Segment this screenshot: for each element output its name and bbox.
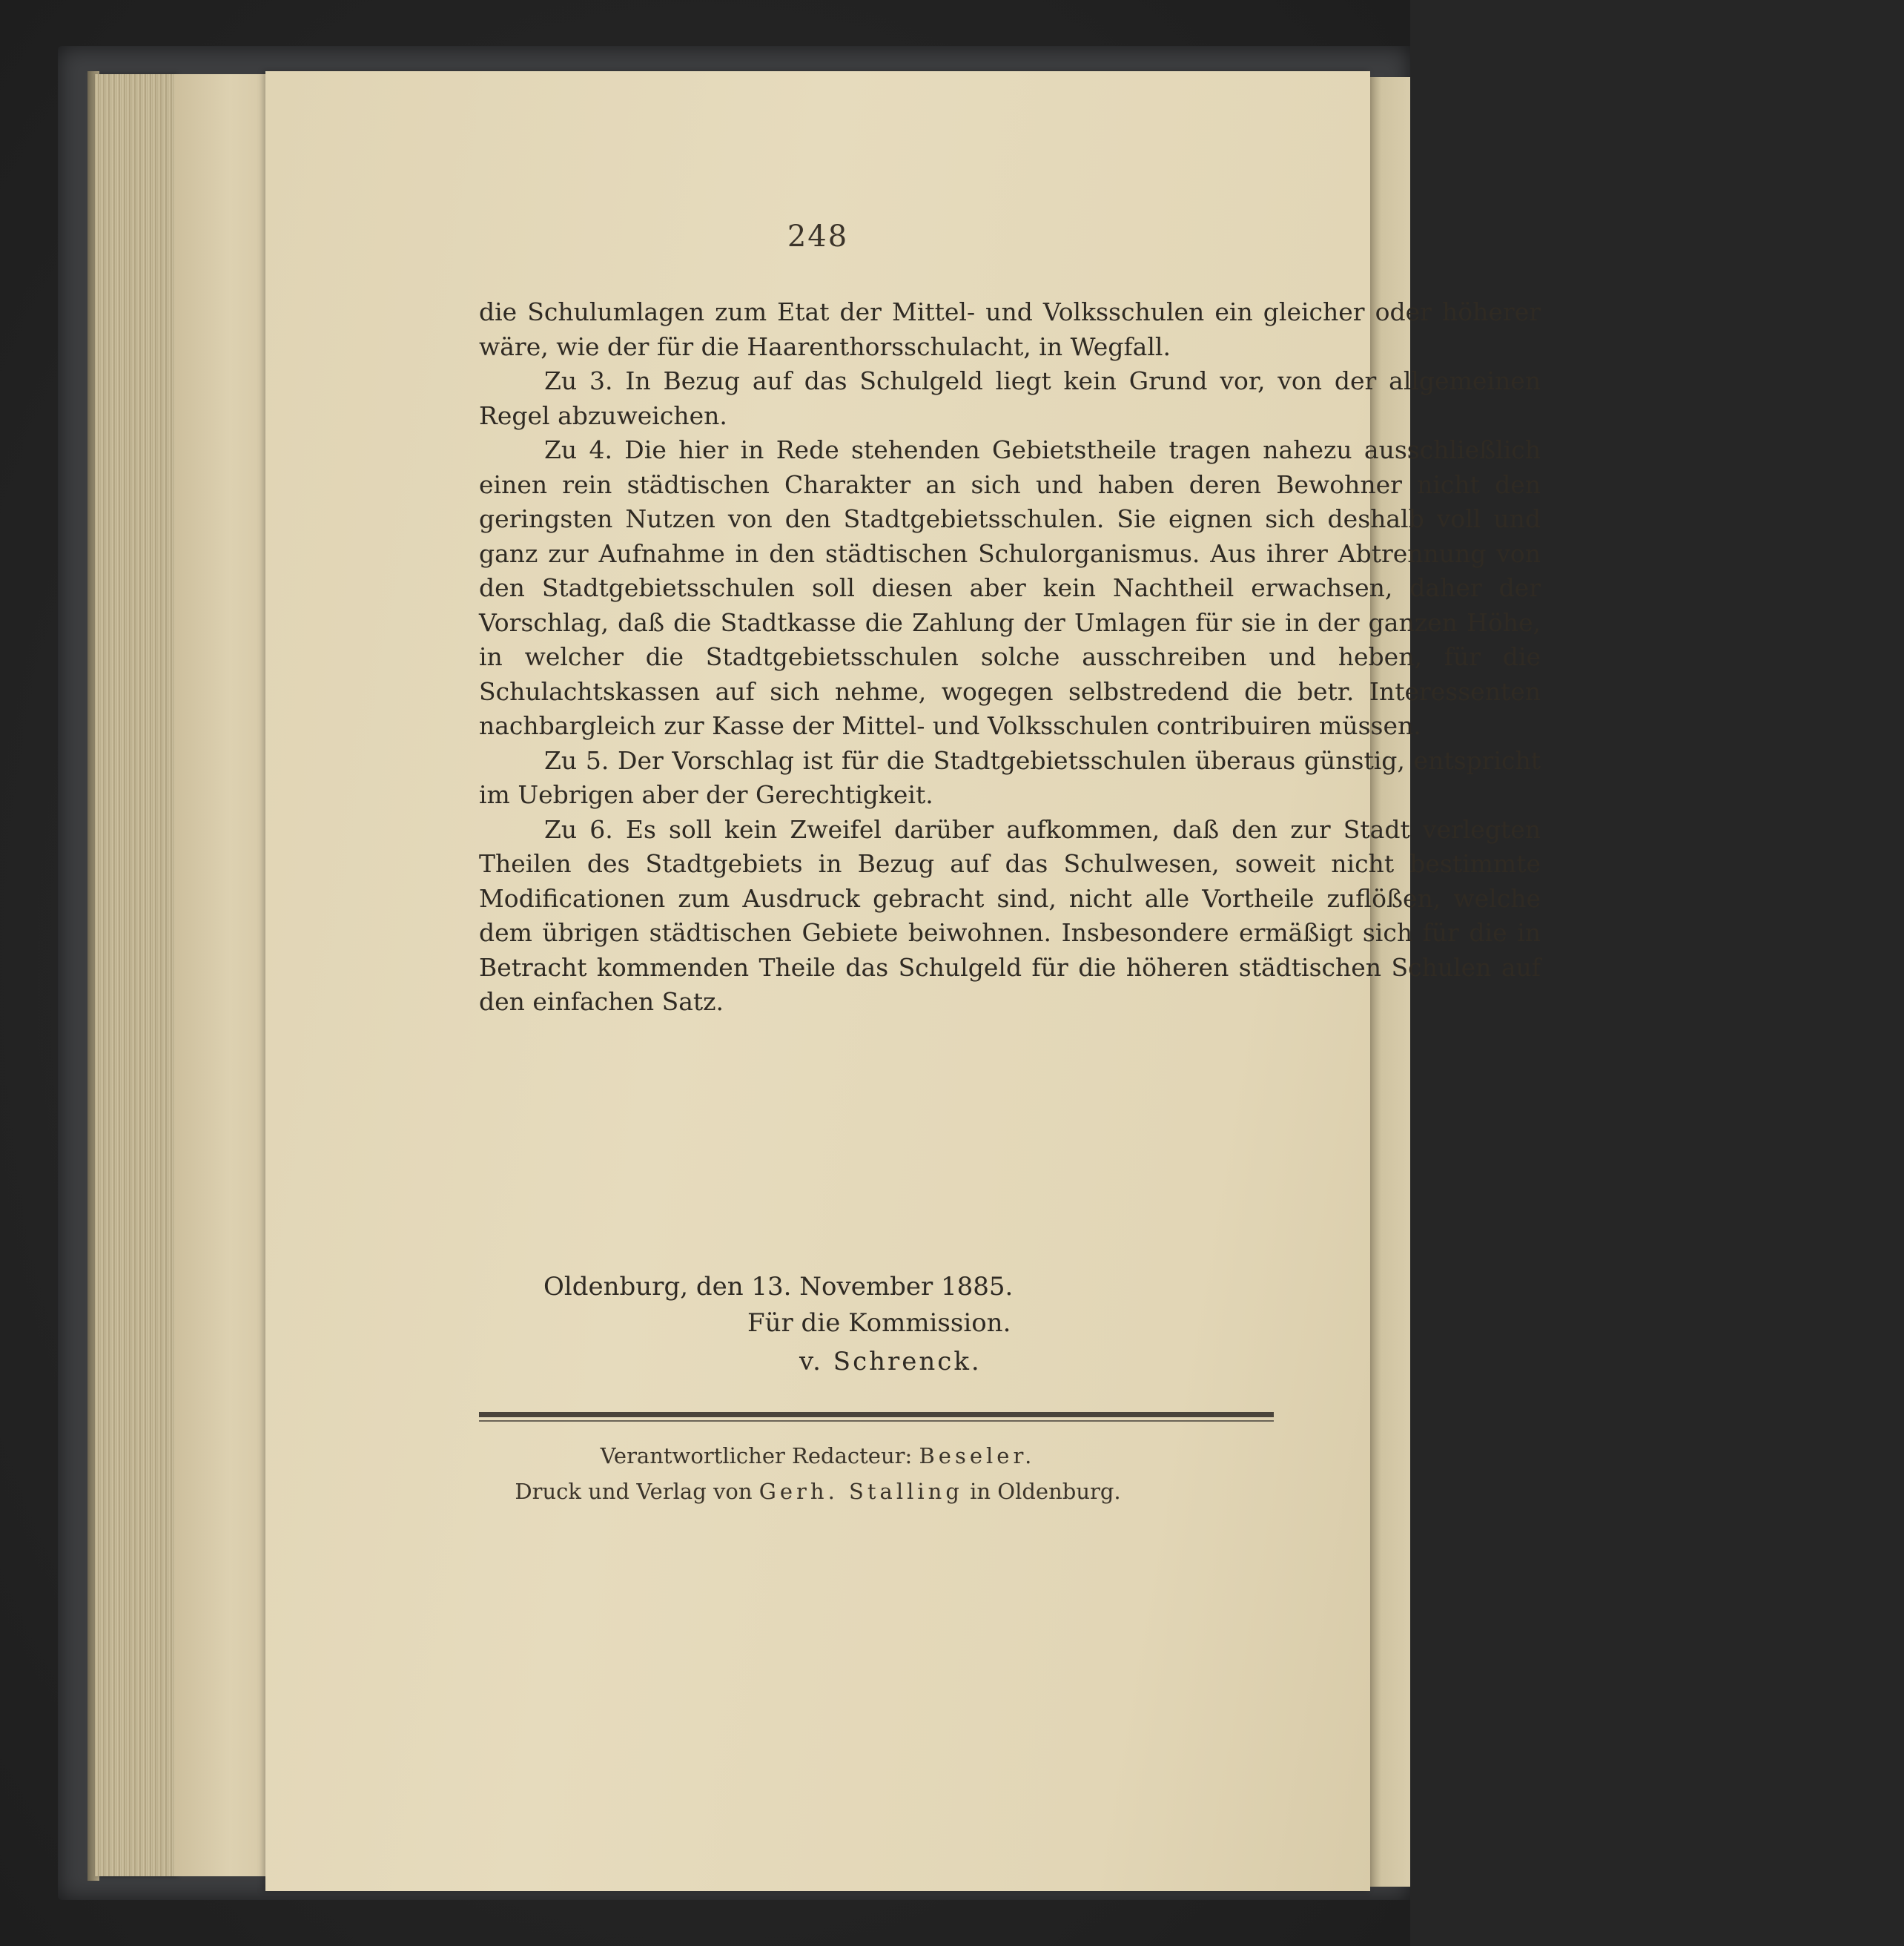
divider-rule-thin	[479, 1420, 1274, 1422]
paragraph-item-3: Zu 3. In Bezug auf das Schulgeld liegt kein Grund vor, von der allgemeinen Regel abzuweichen.	[479, 366, 1541, 430]
divider-rule	[479, 1412, 1274, 1417]
imprint-printer-prefix: Druck und Verlag von	[515, 1479, 753, 1504]
imprint-editor	[265, 1443, 1370, 1468]
imprint-printer	[265, 1479, 1370, 1504]
book-page	[265, 71, 1541, 1891]
paragraph-continuation: die Schulumlagen zum Etat der Mittel- und Volksschulen ein gleicher oder höherer wäre, wie der für die Haarenthorsschulacht, in Wegfall.	[479, 297, 1541, 361]
imprint-editor-name: Beseler.	[919, 1443, 1036, 1468]
imprint-printer-name: Gerh. Stalling	[758, 1479, 963, 1504]
paragraph-item-6: Zu 6. Es soll kein Zweifel darüber aufkommen, daß den zur Stadt verlegten Theilen des Stadtgebiets in Bezug auf das Schulwesen, soweit nicht bestimmte Modificationen zum Ausdruck gebracht sind, nicht alle Vortheile zuflößen, welche dem übrigen städtischen Gebiete beiwohnen. Insbesondere ermäßigt sich für die in Betracht kommenden Theile das Schulgeld für die höheren städtischen Schulen auf den einfachen Satz.	[479, 814, 1541, 1016]
imprint-editor-label: Verantwortlicher Redacteur:	[600, 1443, 913, 1468]
body-text	[479, 295, 1541, 1020]
signature: v. Schrenck.	[799, 1347, 982, 1376]
commission-line: Für die Kommission.	[747, 1308, 1011, 1338]
page-gutter	[175, 74, 268, 1876]
page-number: 248	[787, 220, 849, 254]
place-date: Oldenburg, den 13. November 1885.	[543, 1272, 1014, 1302]
page-edges	[95, 74, 176, 1876]
imprint-printer-suffix: in Oldenburg.	[970, 1479, 1121, 1504]
paragraph-item-4: Zu 4. Die hier in Rede stehenden Gebietstheile tragen nahezu ausschließlich einen rein städtischen Charakter an sich und haben deren Bewohner nicht den geringsten Nutzen von den Stadtgebietsschulen. Sie eignen sich deshalb voll und ganz zur Aufnahme in den städtischen Schulorganismus. Aus ihrer Abtrennung von den Stadtgebietsschulen soll diesen aber kein Nachtheil erwachsen, daher der Vorschlag, daß die Stadtkasse die Zahlung der Umlagen für sie in der ganzen Höhe, in welcher die Stadtgebietsschulen solche ausschreiben und heben, für die Schulachtskassen auf sich nehme, wogegen selbstredend die betr. Interessenten nachbargleich zur Kasse der Mittel- und Volksschulen contribuiren müssen.	[479, 435, 1541, 740]
paragraph-item-5: Zu 5. Der Vorschlag ist für die Stadtgebietsschulen überaus günstig, entspricht im Uebrigen aber der Gerechtigkeit.	[479, 745, 1541, 809]
